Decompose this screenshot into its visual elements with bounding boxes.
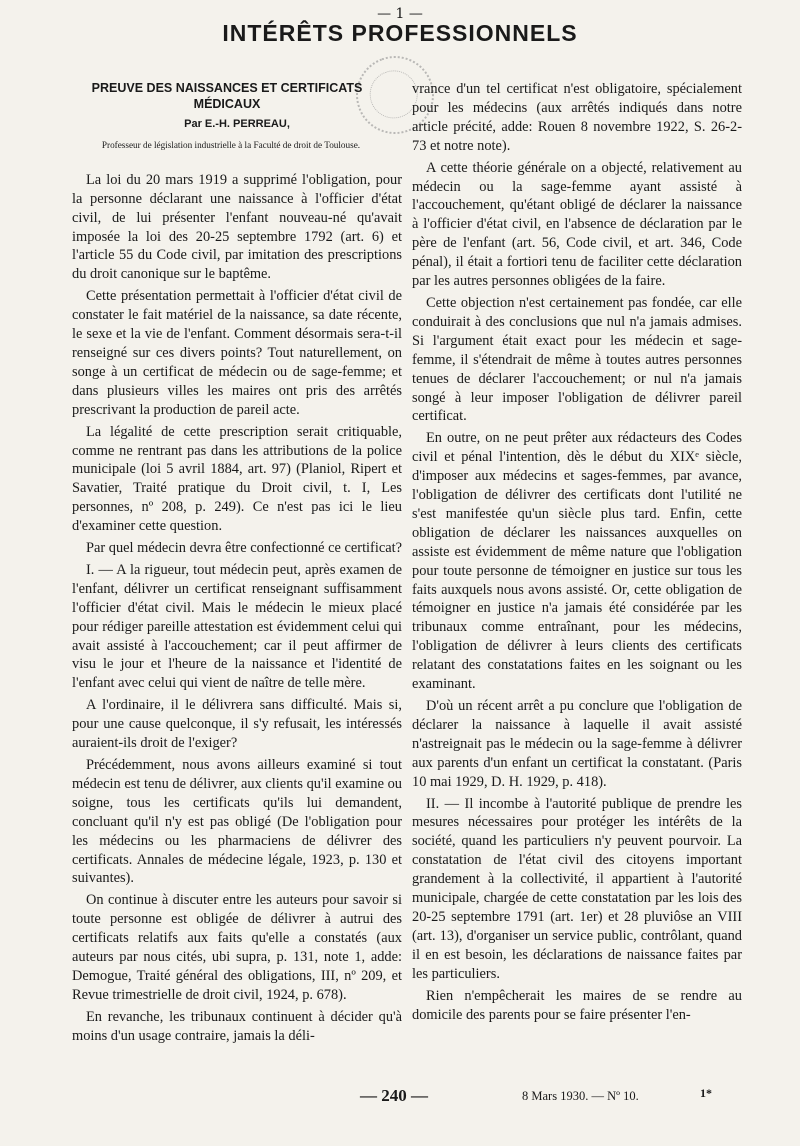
paragraph: Cette présentation permettait à l'officier d'état civil de constater le fait matériel de la naissance, sa date récente, le sexe et la vie de l'enfant. Comment désormais sera-t-il renseigné sur ces divers points? Tout naturellement, on songe à un certificat de médecin ou de sage-femme; et dans plusieurs villes les maires ont pris des arrêtés prescrivant la production de pareil acte. bbox=[72, 288, 402, 418]
signature-mark: 1* bbox=[700, 1086, 712, 1100]
page-marker: — 1 — bbox=[377, 6, 423, 22]
paragraph: En revanche, les tribunaux continuent à décider qu'à moins d'un usage contraire, jamais la déli- bbox=[72, 1008, 402, 1044]
paragraph: A cette théorie générale on a objecté, relativement au médecin ou la sage-femme ayant assisté à l'accouchement, qu'étant obligé de déclarer la naissance à l'officier d'état civil, en l'absence de déclaration par le père de l'enfant (art. 56, Code civil, et art. 346, Code pénal), il était a fortiori tenu de faciliter cette déclaration par les autres personnes obligées de la faire. bbox=[412, 159, 742, 290]
section-rubric: INTÉRÊTS PROFESSIONNELS bbox=[222, 20, 578, 46]
folio-number: — 240 — bbox=[360, 1086, 428, 1105]
left-column bbox=[72, 80, 402, 1049]
author-affiliation: Professeur de législation industrielle à la Faculté de droit de Toulouse. bbox=[101, 139, 361, 150]
paragraph: On continue à discuter entre les auteurs pour savoir si toute personne est obligée de délivrer à autrui des certificats relatifs aux faits qu'elle a constatés (aux auteurs par nous cités, ubi supra, p. 131, note 1, adde: Demogue, Traité général des obligations, III, nº 209, et Revue trimestrielle de droit civil, 1924, p. 678). bbox=[72, 892, 402, 1003]
right-column bbox=[412, 80, 742, 1027]
paragraph: A l'ordinaire, il le délivrera sans difficulté. Mais si, pour une cause quelconque, il s'y refusait, les intéressés auraient-ils droit de l'exiger? bbox=[72, 697, 402, 752]
issue-date: 8 Mars 1930. — Nº 10. bbox=[522, 1089, 639, 1103]
paragraph: Précédemment, nous avons ailleurs examiné si tout médecin est tenu de délivrer, aux clients qu'il examine ou soigne, tous les certificats qu'ils lui demandent, concluant qu'il n'y est pas obligé (De l'obligation pour les médecins ou les pharmaciens de délivrer des certificats. Annales de médecine légale, 1923, p. 130 et suivantes). bbox=[72, 757, 402, 887]
paragraph: Par quel médecin devra être confectionné ce certificat? bbox=[86, 540, 403, 557]
article-title: PREUVE DES NAISSANCES ET CERTIFICATS MÉDICAUX bbox=[91, 81, 363, 111]
paragraph: En outre, on ne peut prêter aux rédacteurs des Codes civil et pénal l'intention, dès le début du XIXᵉ siècle, d'imposer aux médecins et sages-femmes, par avance, l'obligation de délivrer des certificats dont l'utilité ne s'est manifestée qu'un siècle plus tard. Enfin, cette obligation de déclarer les naissances auxquelles on assiste est évidemment de même nature que l'obligation pour toute personne de témoigner en justice sur tous les faits auxquels nous avons assisté. Or, cette obligation de témoigner en justice n'a jamais été considérée par les tribunaux comme entraînant, pour les médecins, l'obligation de délivrer à leurs clients des certificats relatant des constatations faites en les soignant ou les examinant. bbox=[412, 430, 742, 693]
paragraph: Rien n'empêcherait les maires de se rendre au domicile des parents pour se faire présenter l'en- bbox=[412, 987, 742, 1023]
article-byline: Par E.-H. PERREAU, bbox=[184, 118, 290, 130]
paragraph: La loi du 20 mars 1919 a supprimé l'obligation, pour la personne déclarant une naissance à l'officier d'état civil, de lui présenter l'enfant nouveau-né qu'avait imposée la loi des 20-25 septembre 1792 (art. 6) et l'article 55 du Code civil, par imitation des prescriptions du droit canonique sur le baptême. bbox=[72, 171, 402, 283]
paragraph: vrance d'un tel certificat n'est obligatoire, spécialement pour les médecins (aux arrêtés indiqués dans notre article précité, adde: Rouen 8 novembre 1922, S. 26-2-73 et notre note). bbox=[412, 81, 742, 154]
paragraph: II. — Il incombe à l'autorité publique de prendre les mesures nécessaires pour protéger les intérêts de la société, quand les particuliers n'y peuvent pourvoir. La constatation de l'état civil des citoyens important grandement à la collectivité, il appartient à l'autorité municipale, chargée de cette constatation par les lois des 20-25 septembre 1791 (art. 1er) et 28 pluviôse an VIII (art. 13), d'organiser un service public, contrôlant, quand il en est besoin, les déclarations de naissance faites par les particuliers. bbox=[412, 795, 742, 982]
paragraph: I. — A la rigueur, tout médecin peut, après examen de l'enfant, délivrer un certificat renseignant suffisamment l'officier d'état civil. Mais le médecin le mieux placé pour rédiger pareille attestation est évidemment celui qui avait assisté à l'accouchement; car il peut affirmer de visu le jour et l'heure de la naissance et l'identité de l'enfant avec celui qui vient de naître de telle mère. bbox=[72, 561, 402, 692]
paragraph: D'où un récent arrêt a pu conclure que l'obligation de déclarer la naissance à laquelle il avait assisté n'astreignait pas le médecin ou la sage-femme à délivrer aux parents d'un enfant un certificat la constatant. (Paris 10 mai 1929, D. H. 1929, p. 418). bbox=[412, 698, 742, 790]
paragraph: La légalité de cette prescription serait critiquable, comme ne rentrant pas dans les attributions de la police municipale (loi 5 avril 1884, art. 97) (Planiol, Ripert et Savatier, Traité pratique du Droit civil, t. I, Les personnes, nº 208, p. 249). Ce n'est pas ici le lieu d'examiner cette question. bbox=[72, 423, 402, 535]
paragraph: Cette objection n'est certainement pas fondée, car elle conduirait à des conclusions que nul n'a jamais admises. Si l'argument était exact pour les médecin et sage-femme, il s'étendrait de même à toutes autres personnes tenues de déclarer l'accouchement; or nul n'a jamais songé à leur imposer l'obligation de délivrer pareil certificat. bbox=[412, 294, 742, 425]
